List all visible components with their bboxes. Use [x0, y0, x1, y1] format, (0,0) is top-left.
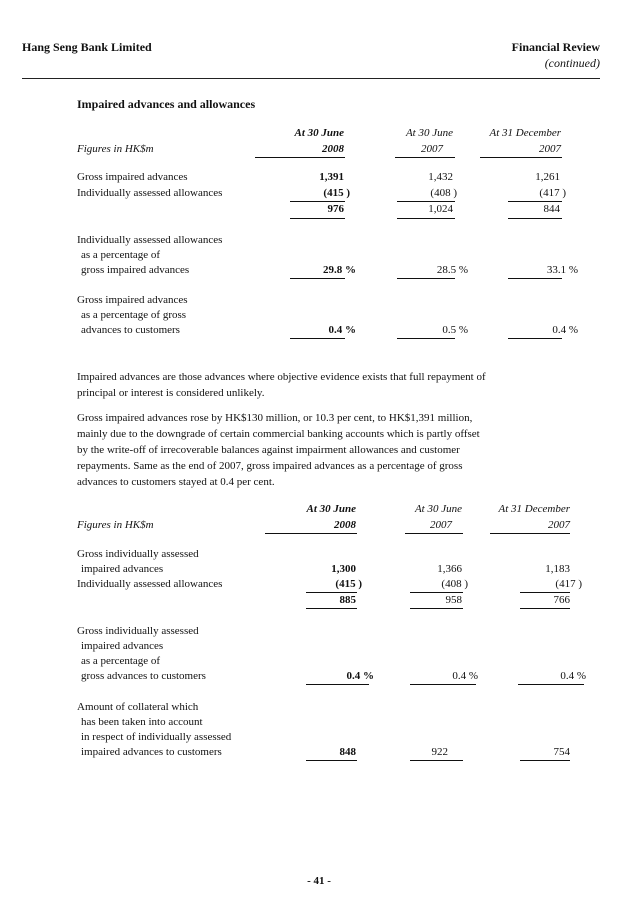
table-cell: 0.5 %: [442, 324, 468, 336]
table-cell: 1,366: [437, 563, 462, 575]
table-cell: (417 ): [539, 187, 566, 199]
table-cell: 754: [553, 746, 570, 758]
row-label: Individually assessed allowances: [77, 187, 223, 199]
page-number: - 41 -: [307, 875, 331, 887]
table-cell: 0.4 %: [552, 324, 578, 336]
col-header-3-line1: At 31 December: [498, 503, 570, 515]
col-header-2-line2: 2007: [421, 143, 443, 155]
table-cell: 0.4 %: [560, 670, 586, 682]
col-header-1-line2: 2008: [334, 519, 356, 531]
table-cell: 0.4 %: [452, 670, 478, 682]
row-label: Gross individually assessed: [77, 625, 199, 637]
row-label: in respect of individually assessed: [81, 731, 232, 743]
col-header-2-line1: At 30 June: [405, 127, 453, 139]
table-cell: 1,183: [545, 563, 570, 575]
row-label: Gross impaired advances: [77, 294, 188, 306]
table-cell: 1,261: [535, 171, 560, 183]
row-label: Gross impaired advances: [77, 171, 188, 183]
table-cell: 1,300: [331, 563, 356, 575]
subtotal-cell: 1,024: [428, 203, 453, 215]
row-label: impaired advances: [81, 640, 164, 652]
table-cell: 848: [339, 746, 356, 758]
row-label: has been taken into account: [81, 716, 203, 728]
subtotal-cell: 766: [553, 594, 570, 606]
table-cell: 0.4 %: [346, 670, 374, 682]
subtotal-cell: 885: [339, 594, 356, 606]
col-header-2-line1: At 30 June: [414, 503, 462, 515]
row-label: gross impaired advances: [81, 264, 190, 276]
row-label: Gross individually assessed: [77, 548, 199, 560]
subtotal-cell: 976: [327, 203, 344, 215]
section-header-continued: (continued): [544, 56, 600, 70]
row-label: advances to customers: [81, 324, 180, 336]
row-label: impaired advances to customers: [81, 746, 222, 758]
table-cell: (408 ): [441, 578, 468, 590]
table-cell: 29.8 %: [323, 264, 356, 276]
row-label: Individually assessed allowances: [77, 578, 223, 590]
col-header-3-line1: At 31 December: [489, 127, 561, 139]
table-cell: (417 ): [555, 578, 582, 590]
table-cell: 28.5 %: [436, 264, 468, 276]
subtotal-cell: 844: [543, 203, 560, 215]
paragraph-impaired-commentary: Gross impaired advances rose by HK$130 million, or 10.3 per cent, to HK$1,391 million, mainly due to the downgrade of certain commercial banking accounts which is partly offset by the write-off of irrecoverable balances against impairment allowances and customer repayments. Same as the end of 2007, gross impaired advances as a percentage of gross advances to customers stayed at 0.4 per cent.: [77, 412, 480, 488]
table-cell: 0.4 %: [328, 324, 356, 336]
figures-label: Figures in HK$m: [77, 143, 154, 155]
row-label: as a percentage of: [81, 249, 161, 261]
table-cell: 1,391: [319, 171, 344, 183]
col-header-1-line2: 2008: [322, 143, 344, 155]
col-header-1-line1: At 30 June: [306, 503, 356, 515]
company-name: Hang Seng Bank Limited: [22, 40, 152, 54]
row-label: as a percentage of gross: [81, 309, 187, 321]
col-header-1-line1: At 30 June: [294, 127, 344, 139]
paragraph-impaired-definition: Impaired advances are those advances where objective evidence exists that full repayment of principal or interest is considered unlikely.: [77, 371, 486, 399]
section-title: Impaired advances and allowances: [77, 97, 256, 111]
table-cell: (408 ): [430, 187, 457, 199]
col-header-3-line2: 2007: [548, 519, 570, 531]
figures-label: Figures in HK$m: [77, 519, 154, 531]
header-rule: [22, 78, 600, 79]
table-cell: 33.1 %: [546, 264, 578, 276]
row-label: Amount of collateral which: [77, 701, 199, 713]
table-cell: 1,432: [428, 171, 453, 183]
table-cell: (415 ): [335, 578, 362, 590]
col-header-2-line2: 2007: [430, 519, 452, 531]
row-label: Individually assessed allowances: [77, 234, 223, 246]
table-cell: 922: [431, 746, 448, 758]
col-header-3-line2: 2007: [539, 143, 561, 155]
row-label: impaired advances: [81, 563, 164, 575]
row-label: as a percentage of: [81, 655, 161, 667]
section-header: Financial Review: [511, 40, 600, 54]
row-label: gross advances to customers: [81, 670, 206, 682]
table-cell: (415 ): [323, 187, 350, 199]
subtotal-cell: 958: [445, 594, 462, 606]
